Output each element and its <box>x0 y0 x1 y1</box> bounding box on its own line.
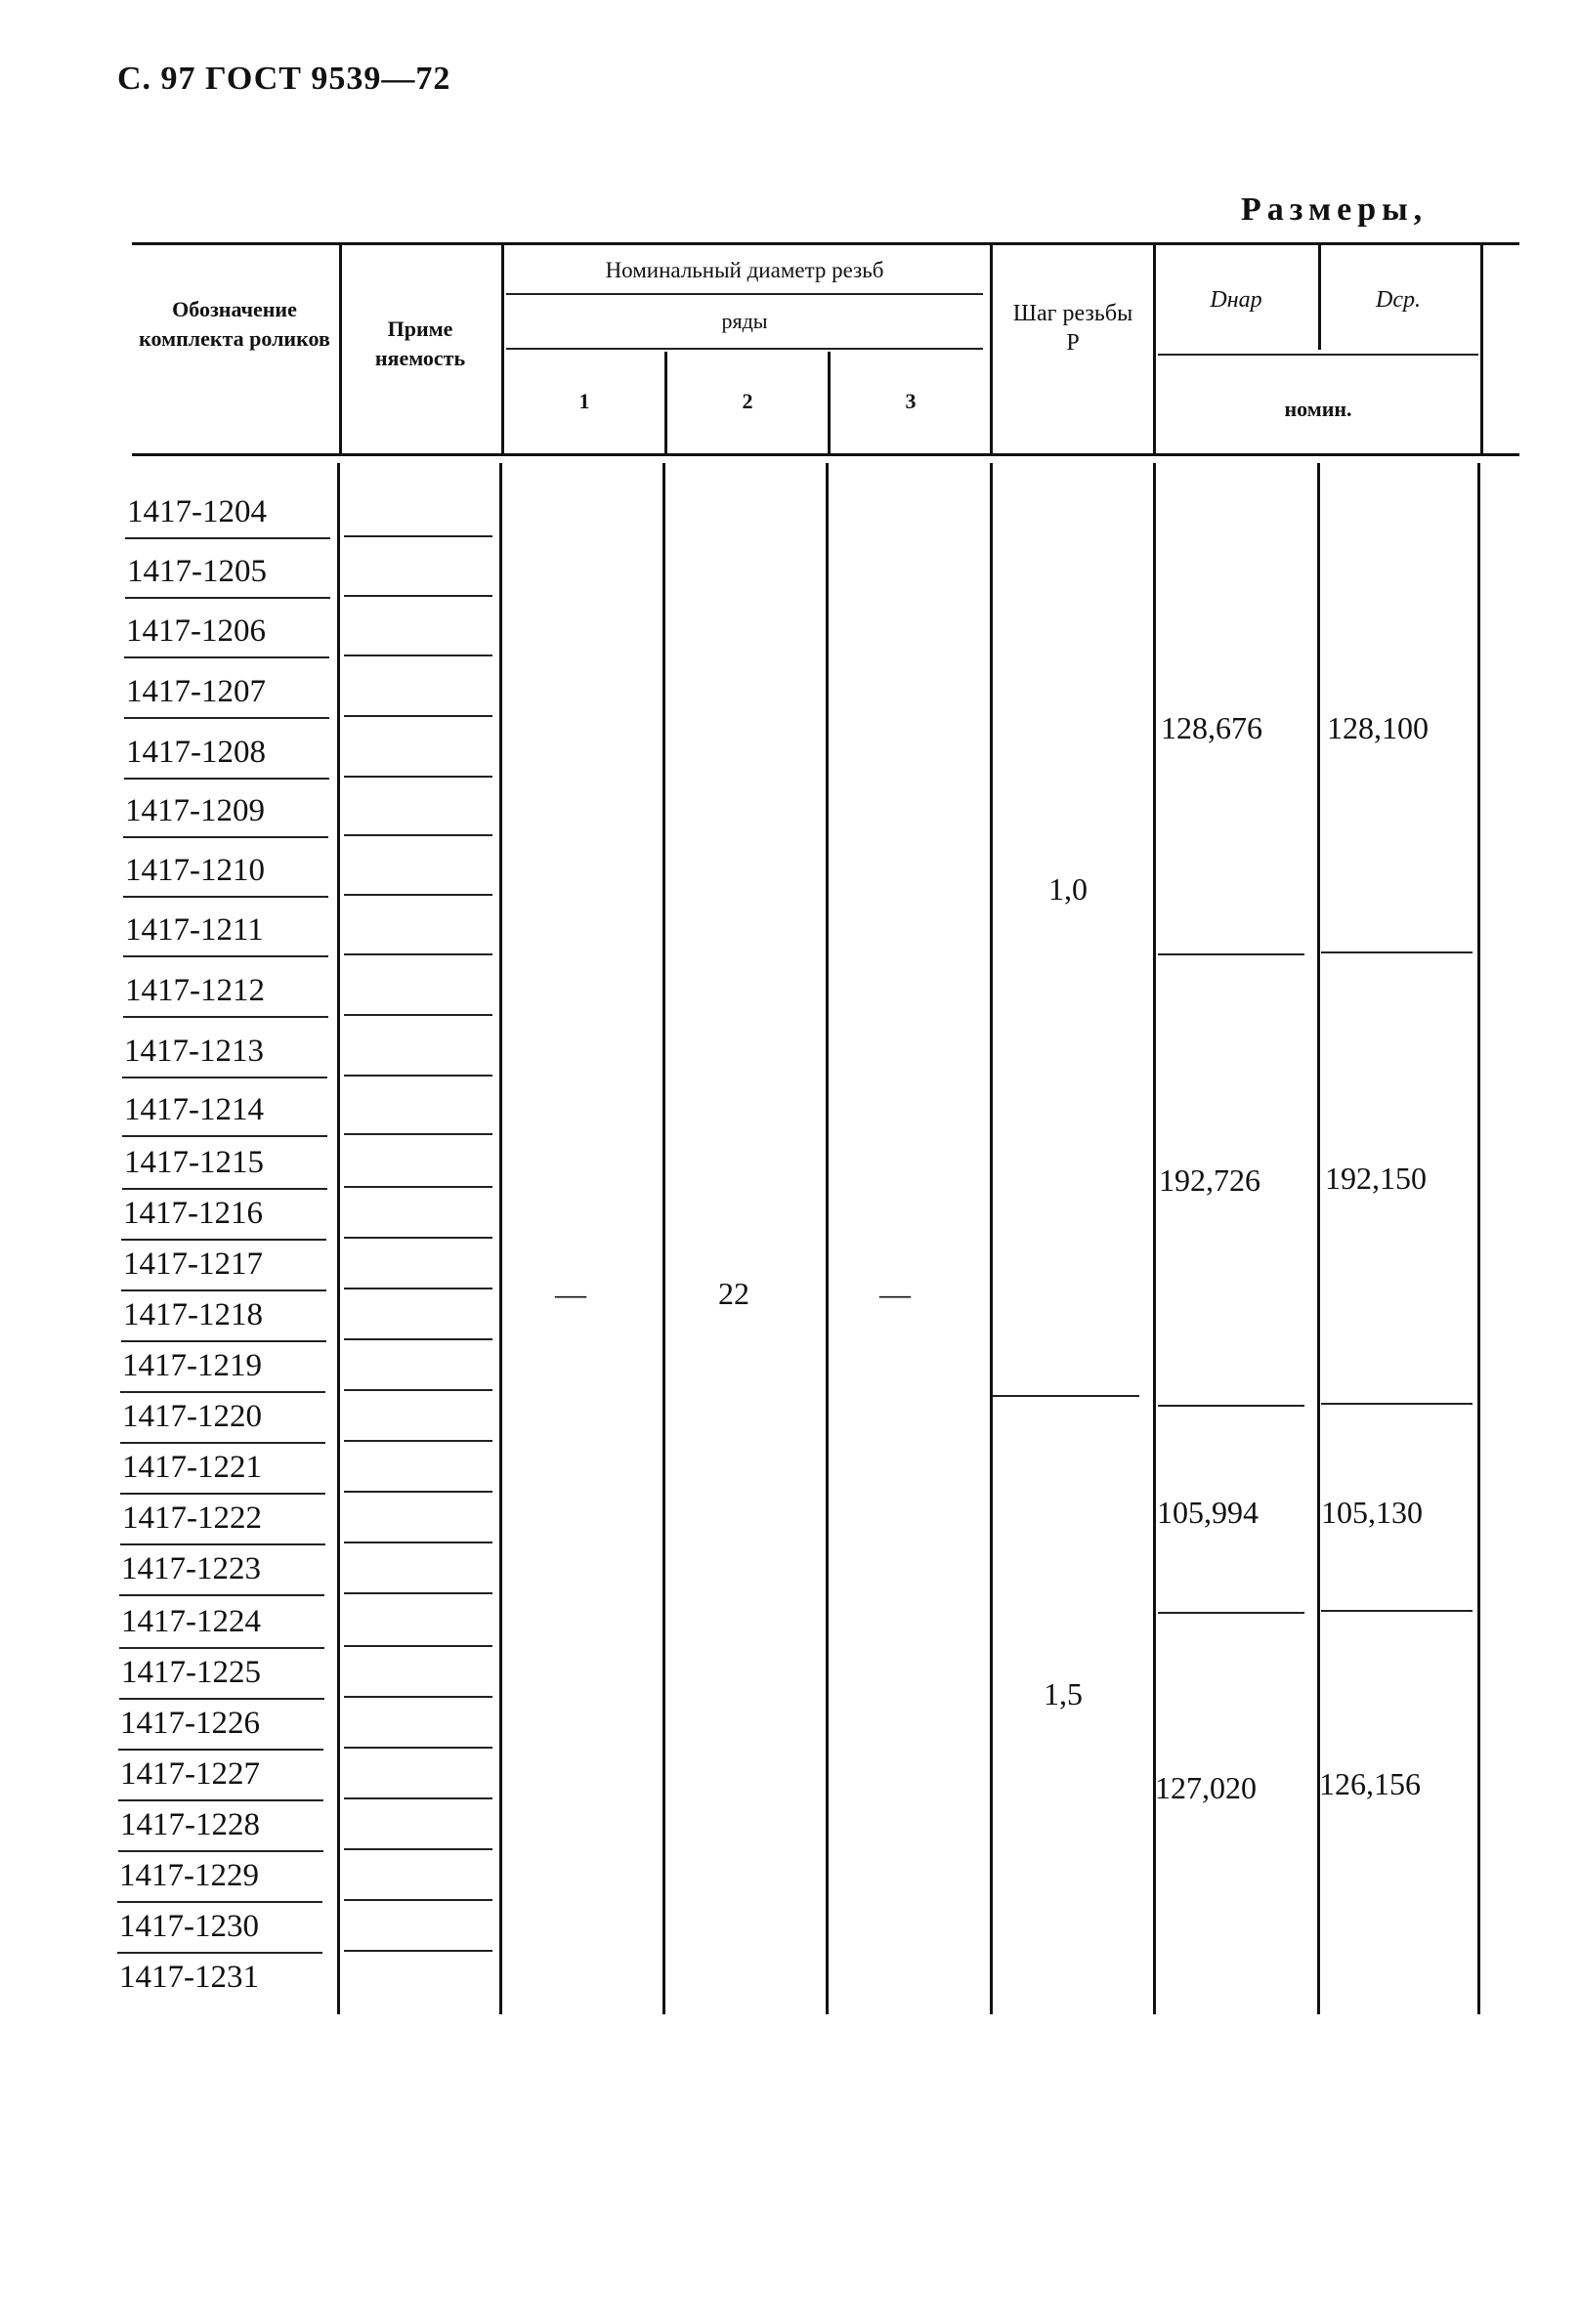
pitch-group-rule <box>993 1395 1139 1397</box>
designation-cell: 1417-1228 <box>120 1807 260 1842</box>
applicability-cell <box>344 655 492 656</box>
designation-underline <box>124 656 329 658</box>
applicability-cell <box>344 1338 492 1340</box>
designation-underline <box>123 1016 328 1018</box>
header-rows-label: ряды <box>721 309 768 333</box>
applicability-cell <box>344 1542 492 1543</box>
header-rule <box>1158 354 1478 356</box>
header-divider <box>990 244 993 453</box>
header-row-2: 2 <box>742 389 753 413</box>
designation-cell: 1417-1206 <box>126 613 266 649</box>
header-bottom-rule <box>132 453 1519 456</box>
d-group-rule <box>1158 1612 1304 1614</box>
designation-underline <box>120 1493 325 1495</box>
designation-cell: 1417-1218 <box>123 1297 263 1332</box>
designation-underline <box>120 1442 325 1444</box>
designation-cell: 1417-1211 <box>125 912 264 948</box>
header-applicability: Приме няемость <box>374 317 466 370</box>
designation-cell: 1417-1219 <box>122 1348 262 1383</box>
applicability-cell <box>344 1797 492 1799</box>
d-sr-value: 126,156 <box>1319 1766 1421 1801</box>
applicability-cell <box>344 1186 492 1188</box>
header-rule <box>506 348 983 350</box>
designation-cell: 1417-1212 <box>125 973 265 1008</box>
designation-cell: 1417-1224 <box>121 1604 261 1639</box>
designation-underline <box>125 537 330 539</box>
designation-underline <box>121 1340 326 1342</box>
d-group-rule <box>1158 953 1304 955</box>
designation-cell: 1417-1223 <box>121 1551 261 1586</box>
header-divider <box>828 352 831 453</box>
table-caption: Размеры, <box>1241 191 1429 228</box>
pitch-value: 1,0 <box>1048 871 1088 907</box>
designation-cell: 1417-1222 <box>122 1500 262 1536</box>
applicability-cell <box>344 1491 492 1493</box>
header-divider <box>1480 244 1483 453</box>
applicability-cell <box>344 1389 492 1391</box>
designation-cell: 1417-1210 <box>125 853 265 888</box>
applicability-cell <box>344 535 492 537</box>
designation-underline <box>122 1077 327 1078</box>
d-group-rule <box>1321 1610 1473 1612</box>
header-divider <box>664 352 667 453</box>
applicability-cell <box>344 1747 492 1749</box>
designation-underline <box>124 717 329 719</box>
d-nar-value: 192,726 <box>1159 1162 1260 1198</box>
designation-cell: 1417-1213 <box>124 1034 264 1069</box>
designation-cell: 1417-1229 <box>119 1858 259 1893</box>
header-divider <box>501 244 504 453</box>
applicability-cell <box>344 1848 492 1850</box>
body-divider <box>1477 463 1480 2014</box>
designation-underline <box>117 1901 322 1903</box>
d-sr-value: 105,130 <box>1321 1495 1423 1530</box>
designation-cell: 1417-1221 <box>122 1450 262 1485</box>
applicability-cell <box>344 1133 492 1135</box>
row1-value: — <box>555 1276 586 1311</box>
applicability-cell <box>344 1237 492 1239</box>
applicability-cell <box>344 776 492 778</box>
header-divider <box>1318 244 1321 350</box>
d-group-rule <box>1158 1405 1304 1407</box>
applicability-cell <box>344 1440 492 1442</box>
designation-cell: 1417-1209 <box>125 793 265 828</box>
designation-underline <box>119 1594 324 1596</box>
designation-cell: 1417-1217 <box>123 1247 263 1282</box>
applicability-cell <box>344 1899 492 1901</box>
body-divider <box>499 463 502 2014</box>
row2-value: 22 <box>718 1276 749 1311</box>
designation-underline <box>119 1647 324 1649</box>
designation-underline <box>125 597 330 599</box>
header-divider <box>1153 244 1156 453</box>
designation-cell: 1417-1214 <box>124 1092 264 1127</box>
designation-underline <box>121 1239 326 1241</box>
applicability-cell <box>344 1014 492 1016</box>
page-header: С. 97 ГОСТ 9539—72 <box>117 61 451 97</box>
designation-underline <box>120 1543 325 1545</box>
header-d-nar: Dнар <box>1210 287 1262 313</box>
applicability-cell <box>344 834 492 836</box>
designation-cell: 1417-1205 <box>127 554 267 589</box>
designation-cell: 1417-1215 <box>124 1145 264 1180</box>
d-nar-value: 128,676 <box>1161 710 1262 745</box>
designation-underline <box>120 1391 325 1393</box>
header-d-sr: Dср. <box>1376 287 1421 313</box>
designation-underline <box>123 836 328 838</box>
d-group-rule <box>1321 1403 1473 1405</box>
designation-cell: 1417-1225 <box>121 1655 261 1690</box>
header-thread-pitch: Шаг резьбы P <box>1012 301 1133 356</box>
header-nominal-diameter: Номинальный диаметр резьб <box>605 258 884 282</box>
d-nar-value: 127,020 <box>1155 1770 1257 1805</box>
applicability-cell <box>344 715 492 717</box>
designation-cell: 1417-1216 <box>123 1196 263 1231</box>
body-divider <box>662 463 665 2014</box>
designation-underline <box>117 1952 322 1954</box>
body-divider <box>337 463 340 2014</box>
d-nar-value: 105,994 <box>1157 1495 1259 1530</box>
header-row-3: 3 <box>905 389 917 413</box>
designation-cell: 1417-1231 <box>119 1960 259 1995</box>
designation-underline <box>122 1188 327 1190</box>
applicability-cell <box>344 1950 492 1952</box>
designation-underline <box>122 1135 327 1137</box>
header-designation: Обозначение комплекта роликов <box>139 297 330 351</box>
pitch-value: 1,5 <box>1044 1676 1083 1711</box>
applicability-cell <box>344 1592 492 1594</box>
applicability-cell <box>344 1075 492 1077</box>
row3-value: — <box>879 1276 911 1311</box>
header-row-1: 1 <box>578 389 590 413</box>
designation-cell: 1417-1207 <box>126 674 266 709</box>
designation-underline <box>118 1799 323 1801</box>
designation-underline <box>123 896 328 898</box>
body-divider <box>990 463 993 2014</box>
designation-underline <box>121 1289 326 1291</box>
designation-underline <box>118 1850 323 1852</box>
designation-cell: 1417-1204 <box>127 494 267 529</box>
designation-underline <box>118 1749 323 1751</box>
designation-cell: 1417-1208 <box>126 735 266 770</box>
header-nomin: номин. <box>1284 397 1352 421</box>
d-sr-value: 128,100 <box>1327 710 1429 745</box>
applicability-cell <box>344 595 492 597</box>
designation-underline <box>123 955 328 957</box>
designation-cell: 1417-1226 <box>120 1706 260 1741</box>
applicability-cell <box>344 1696 492 1698</box>
header-divider <box>339 244 342 453</box>
header-rule <box>506 293 983 295</box>
designation-cell: 1417-1227 <box>120 1756 260 1792</box>
designation-cell: 1417-1220 <box>122 1399 262 1434</box>
designation-cell: 1417-1230 <box>119 1909 259 1944</box>
designation-underline <box>119 1698 324 1700</box>
body-divider <box>826 463 829 2014</box>
d-sr-value: 192,150 <box>1325 1161 1427 1196</box>
applicability-cell <box>344 953 492 955</box>
applicability-cell <box>344 1645 492 1647</box>
designation-underline <box>124 778 329 780</box>
applicability-cell <box>344 894 492 896</box>
applicability-cell <box>344 1288 492 1289</box>
d-group-rule <box>1321 951 1473 953</box>
